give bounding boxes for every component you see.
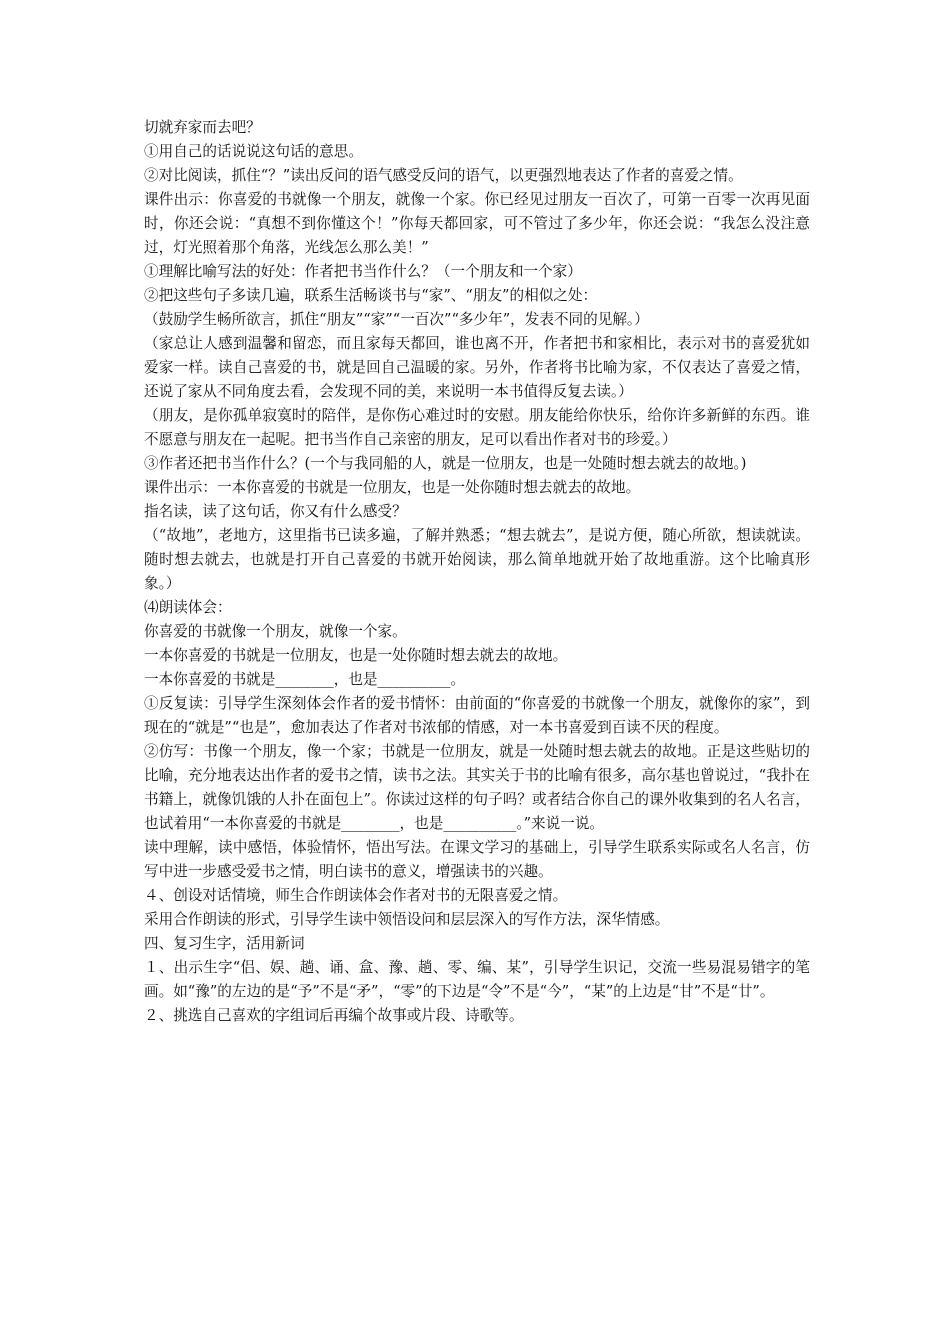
paragraph: （“故地”，老地方，这里指书已读多遍，了解并熟悉；“想去就去”，是说方便，随心所欲，想读就读。随时想去就去，也就是打开自己喜爱的书就开始阅读，那么简单地就开始了故地重游。这个比喻真形象。） — [144, 527, 810, 592]
section-heading: 四、复习生字，活用新词 — [144, 935, 305, 952]
paragraph: ②仿写：书像一个朋友，像一个家；书就是一位朋友，就是一处随时想去就去的故地。正是这些贴切的比喻，充分地表达出作者的爱书之情，读书之法。其实关于书的比喻有很多，高尔基也曾说过，“我扑在书籍上，就像饥饿的人扑在面包上”。你读过这样的句子吗？或者结合你自己的课外收集到的名人名言，也试着用“一本你喜爱的书就是________，也是__________。”来说一说。 — [144, 743, 810, 832]
paragraph: 课件出示：你喜爱的书就像一个朋友，就像一个家。你已经见过朋友一百次了，可第一百零一次再见面时，你还会说：“真想不到你懂这个！”你每天都回家，可不管过了多少年，你还会说：“我怎么没注意过，灯光照着那个角落，光线怎么那么美！” — [144, 191, 810, 256]
paragraph: 读中理解，读中感悟，体验情怀，悟出写法。在课文学习的基础上，引导学生联系实际或名人名言，仿写中进一步感受爱书之情，明白读书的意义，增强读书的兴趣。 — [144, 839, 810, 880]
paragraph: ４、创设对话情境，师生合作朗读体会作者对书的无限喜爱之情。 — [144, 887, 568, 904]
paragraph: ①理解比喻写法的好处：作者把书当作什么？（一个朋友和一个家） — [144, 263, 582, 280]
paragraph: ③作者还把书当作什么？(一个与我同船的人，就是一位朋友，也是一处随时想去就去的故地。) — [144, 455, 747, 472]
paragraph: ①用自己的话说说这句话的意思。 — [144, 143, 363, 160]
paragraph: 一本你喜爱的书就是________，也是__________。 — [144, 671, 466, 688]
paragraph: １、出示生字“侣、娱、趟、诵、盒、豫、趟、零、编、某”，引导学生识记，交流一些易混易错字的笔画。如“豫”的左边的是“予”不是“矛”，“零”的下边是“令”不是“今”，“某”的上边是“甘”不是“廿”。 — [144, 959, 810, 1000]
paragraph: 指名读，读了这句话，你又有什么感受？ — [144, 503, 407, 520]
paragraph: 一本你喜爱的书就是一位朋友，也是一处你随时想去就去的故地。 — [144, 647, 568, 664]
paragraph: 你喜爱的书就像一个朋友，就像一个家。 — [144, 623, 407, 640]
paragraph: ２、挑选自己喜欢的字组词后再编个故事或片段、诗歌等。 — [144, 1007, 524, 1024]
document-page — [144, 116, 810, 1028]
paragraph: ②对比阅读，抓住“？”读出反问的语气感受反问的语气，以更强烈地表达了作者的喜爱之情。 — [144, 167, 743, 184]
paragraph: （鼓励学生畅所欲言，抓住“朋友”“家”“一百次”“多少年”，发表不同的见解。） — [144, 311, 649, 328]
paragraph: 课件出示：一本你喜爱的书就是一位朋友，也是一处你随时想去就去的故地。 — [144, 479, 641, 496]
paragraph: ②把这些句子多读几遍，联系生活畅谈书与“家”、“朋友”的相似之处： — [144, 287, 598, 304]
paragraph: ⑷朗读体会： — [144, 599, 232, 616]
paragraph: 切就弃家而去吧？ — [144, 119, 261, 136]
paragraph: ①反复读：引导学生深刻体会作者的爱书情怀：由前面的“你喜爱的书就像一个朋友，就像你的家”，到现在的“就是”“也是”，愈加表达了作者对书浓郁的情感，对一本书喜爱到百读不厌的程度。 — [144, 695, 810, 736]
paragraph: （家总让人感到温馨和留恋，而且家每天都回，谁也离不开，作者把书和家相比，表示对书的喜爱犹如爱家一样。读自己喜爱的书，就是回自己温暖的家。另外，作者将书比喻为家，不仅表达了喜爱之情，还说了家从不同角度去看，会发现不同的美，来说明一本书值得反复去读。） — [144, 335, 810, 400]
paragraph: （朋友，是你孤单寂寞时的陪伴，是你伤心难过时的安慰。朋友能给你快乐，给你许多新鲜的东西。谁不愿意与朋友在一起呢。把书当作自己亲密的朋友，足可以看出作者对书的珍爱。） — [144, 407, 810, 448]
paragraph: 采用合作朗读的形式，引导学生读中领悟设问和层层深入的写作方法，深华情感。 — [144, 911, 670, 928]
